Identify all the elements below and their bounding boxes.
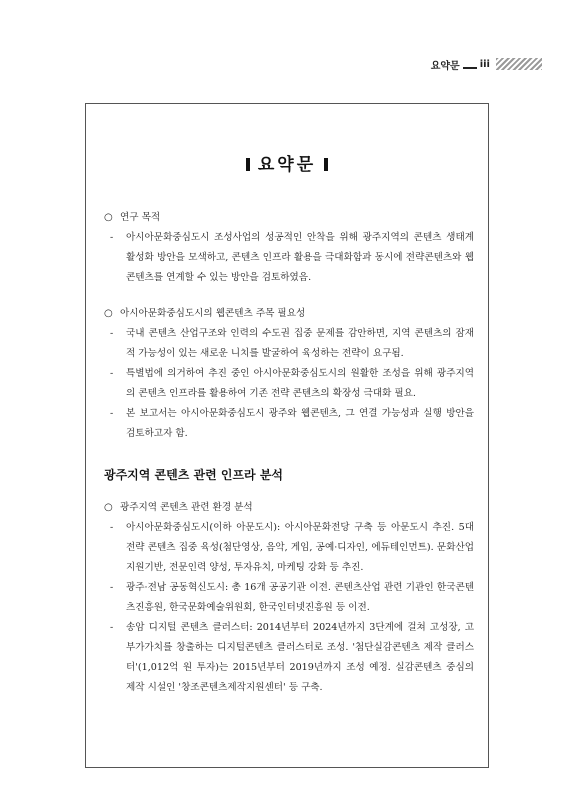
- bullet-heading: 아시아문화중심도시의 웹콘텐츠 주목 필요성: [120, 308, 306, 319]
- list-item: [104, 618, 474, 698]
- page-number: iii: [479, 58, 490, 70]
- item-text: 아시아문화중심도시 조성사업의 성공적인 안착을 위해 광주지역의 콘텐츠 생태계 활성화 방안을 모색하고, 콘텐츠 인프라 활용을 극대화함과 동시에 전략콘텐츠와 웹콘텐츠를 연계할 수 있는 방안을 검토하였음.: [126, 232, 474, 283]
- item-text: 광주·전남 공동혁신도시: 총 16개 공공기관 이전. 콘텐츠산업 관련 기관인 한국콘텐츠진흥원, 한국문화예술위원회, 한국인터넷진흥원 등 이전.: [126, 582, 474, 613]
- section-heading-analysis: 광주지역 콘텐츠 관련 인프라 분석: [104, 468, 284, 482]
- item-text: 송암 디지털 콘텐츠 클러스터: 2014년부터 2024년까지 3단계에 걸쳐 고성장, 고부가가치를 창출하는 디지털콘텐츠 클러스터로 조성. '첨단실감콘텐츠 제작 클러스터'(1,012억 원 투자)는 2015년부터 2019년까지 조성 예정. 실감콘텐츠 중심의 제작 시설인 '창조콘텐츠제작지원센터' 등 구축.: [126, 622, 474, 693]
- dash-marker: -: [110, 582, 114, 593]
- item-text: 본 보고서는 아시아문화중심도시 광주와 웹콘텐츠, 그 연결 가능성과 실행 방안을 검토하고자 함.: [126, 408, 474, 439]
- dash-marker: -: [110, 328, 114, 339]
- header-label: 요약문: [430, 60, 460, 72]
- circle-bullet-icon: ○: [104, 212, 113, 223]
- item-text: 특별법에 의거하여 추진 중인 아시아문화중심도시의 원활한 조성을 위해 광주지역의 콘텐츠 인프라를 활용하여 기존 전략 콘텐츠의 확장성 극대화 필요.: [126, 368, 474, 399]
- list-item: [104, 228, 474, 288]
- dash-marker: -: [110, 522, 114, 533]
- dash-marker: -: [110, 368, 114, 379]
- page-title: [86, 150, 488, 175]
- running-header: [431, 56, 542, 72]
- bullet-heading: 연구 목적: [120, 212, 161, 223]
- list-item: [104, 518, 474, 578]
- bullet-environment: [104, 498, 474, 518]
- circle-bullet-icon: ○: [104, 502, 113, 513]
- item-text: 국내 콘텐츠 산업구조와 인력의 수도권 집중 문제를 감안하면, 지역 콘텐츠의 잠재적 가능성이 있는 새로운 니치를 발굴하여 육성하는 전략이 요구됨.: [126, 328, 474, 359]
- summary-frame: [85, 103, 489, 768]
- header-rule: [463, 67, 477, 69]
- header-stripes-decoration: [496, 58, 542, 70]
- title-bar-left: [246, 158, 250, 171]
- dash-marker: -: [110, 622, 114, 633]
- summary-content: [104, 208, 474, 698]
- dash-marker: -: [110, 408, 114, 419]
- bullet-heading: 광주지역 콘텐츠 관련 환경 분석: [120, 502, 253, 513]
- circle-bullet-icon: ○: [104, 308, 113, 319]
- bullet-necessity: [104, 304, 474, 324]
- list-item: [104, 364, 474, 404]
- bullet-purpose: [104, 208, 474, 228]
- list-item: [104, 404, 474, 444]
- title-bar-right: [324, 158, 328, 171]
- dash-marker: -: [110, 232, 114, 243]
- list-item: [104, 578, 474, 618]
- item-text: 아시아문화중심도시(이하 아문도시): 아시아문화전당 구축 등 아문도시 추진. 5대 전략 콘텐츠 집중 육성(첨단영상, 음악, 게임, 공예·디자인, 에듀테인먼트). 문화산업지원기반, 전문인력 양성, 투자유치, 마케팅 강화 등 추진.: [126, 522, 474, 573]
- list-item: [104, 324, 474, 364]
- title-text: 요약문: [257, 155, 317, 175]
